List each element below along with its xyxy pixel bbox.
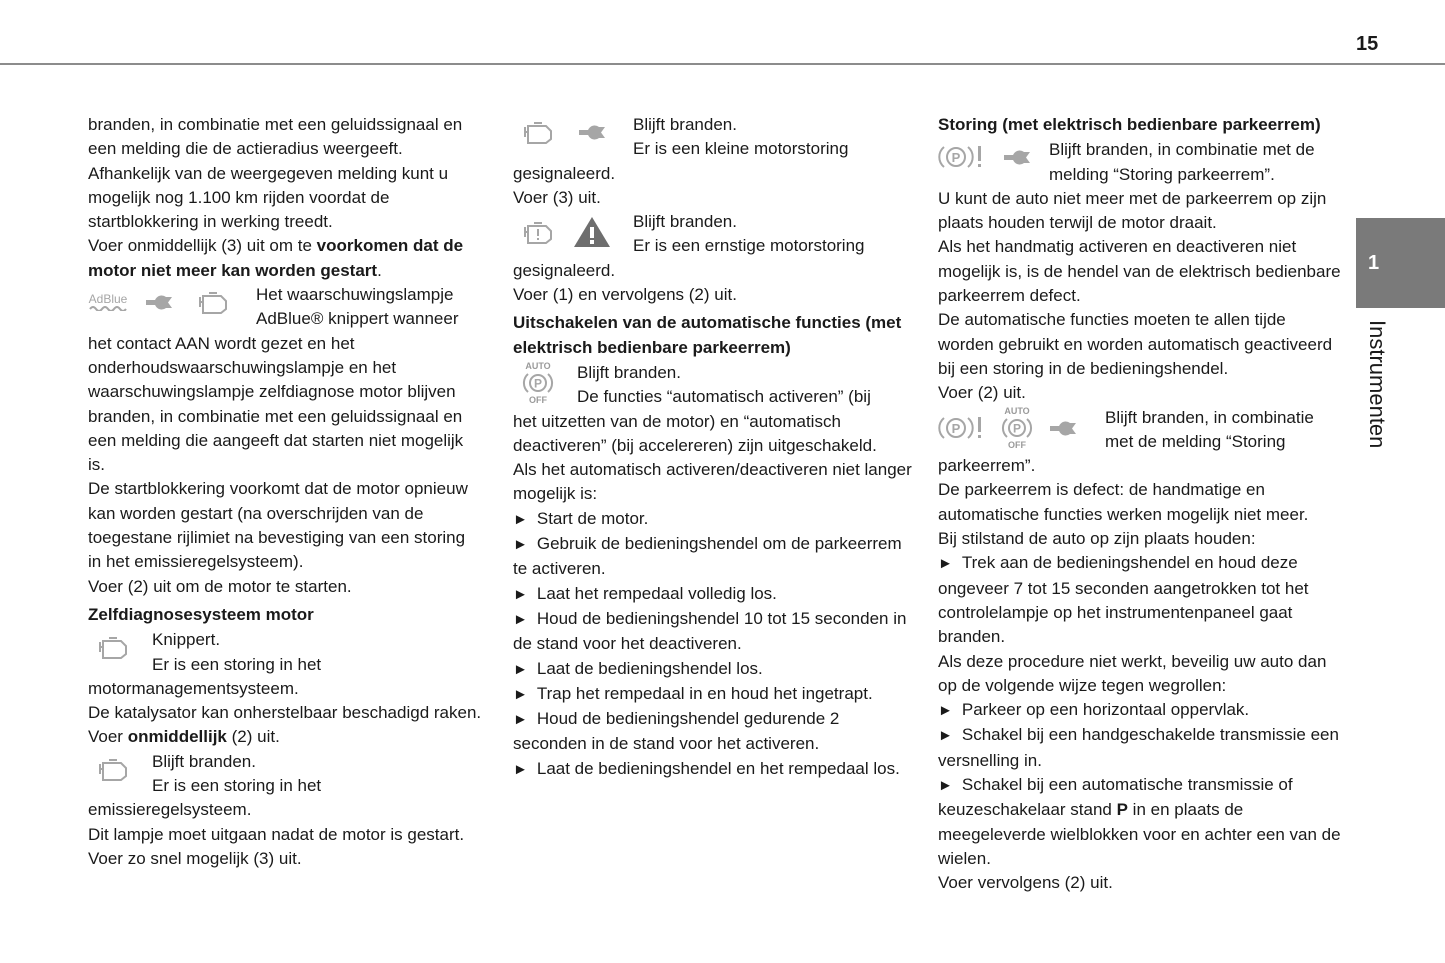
bullet-item: ► Laat de bedieningshendel en het rempedaal los. xyxy=(513,757,913,782)
header-rule xyxy=(0,63,1445,65)
wrench-icon xyxy=(1002,149,1038,165)
paragraph: parkeerrem”. xyxy=(938,456,1036,476)
auto-parking-brake-off-icon: AUTO P OFF xyxy=(1004,405,1030,450)
engine-warning-row: Knippert. Er is een storing in het xyxy=(88,628,483,677)
bullet-item: ► Schakel bij een handgeschakelde transmissie een versnelling in. xyxy=(938,723,1343,773)
wrench-icon xyxy=(1048,420,1084,436)
paragraph: branden, in combinatie met een geluidssignaal en een melding die de actieradius weergeeft. xyxy=(88,115,463,159)
section-heading: Uitschakelen van de automatische functies (met elektrisch bedienbare parkeerrem) xyxy=(513,313,902,357)
paragraph: U kunt de auto niet meer met de parkeerrem op zijn plaats houden terwijl de motor draait. xyxy=(938,188,1327,233)
paragraph: Voer zo snel mogelijk (3) uit. xyxy=(88,848,302,868)
svg-text:P: P xyxy=(951,150,961,166)
svg-text:P: P xyxy=(533,376,543,391)
svg-text:P: P xyxy=(1012,421,1022,436)
paragraph: De parkeerrem is defect: de handmatige en automatische functies werken mogelijk niet meer. xyxy=(938,480,1309,524)
paragraph: het contact AAN wordt gezet en het onderhoudswaarschuwingslampje en het waarschuwingslampje zelfdiagnose motor blijven branden, in combinatie met een geluidssignaal en een melding die aangeeft dat starten niet mogelijk is. xyxy=(88,333,464,475)
parking-brake-fault-icon xyxy=(938,144,986,170)
paragraph: Als deze procedure niet werkt, beveilig uw auto dan op de volgende wijze tegen wegrollen: xyxy=(938,651,1327,695)
paragraph: gesignaleerd. xyxy=(513,260,616,280)
paragraph: emissieregelsysteem. xyxy=(88,800,252,820)
auto-park-off-row: AUTO P OFF Blijft branden. De functies “automatisch activeren” (bij xyxy=(513,361,913,410)
paragraph: Voer (2) uit om de motor te starten. xyxy=(88,576,352,596)
adblue-warning-row: AdBlue Het waarschuwingslampje AdBlue® knippert wanneer xyxy=(88,285,459,329)
chapter-title: Instrumenten xyxy=(1365,320,1390,449)
bullet-item: ► Trap het rempedaal in en houd het ingetrapt. xyxy=(513,682,913,707)
section-heading: Zelfdiagnosesysteem motor xyxy=(88,604,314,624)
engine-warning-row: Blijft branden. Er is een storing in het xyxy=(88,750,483,799)
warning-triangle-icon xyxy=(573,216,611,248)
paragraph: Als het handmatig activeren en deactiveren niet mogelijk is, is de hendel van de elektrisch bedienbare parkeerrem defect. xyxy=(938,237,1341,306)
paragraph: Voer (3) uit. xyxy=(513,187,601,207)
severe-engine-fault-row: Blijft branden. Er is een ernstige motorstoring xyxy=(513,210,913,259)
bullet-item: ► Start de motor. xyxy=(513,507,913,532)
engine-icon xyxy=(521,119,555,145)
bullet-item: ► Houd de bedieningshendel gedurende 2 seconden in de stand voor het activeren. xyxy=(513,707,913,757)
paragraph: gesignaleerd. xyxy=(513,163,616,183)
svg-text:P: P xyxy=(951,420,961,436)
chapter-tab[interactable] xyxy=(1356,218,1445,308)
paragraph: Voer (2) uit. xyxy=(938,383,1026,403)
bullet-item: ► Gebruik de bedieningshendel om de parkeerrem te activeren. xyxy=(513,532,913,582)
paragraph: De startblokkering voorkomt dat de motor opnieuw kan worden gestart (na overschrijden van de toegestane rijlimiet na bevestiging van een storing in het emissieregelsysteem). xyxy=(88,479,468,572)
paragraph: Voer (1) en vervolgens (2) uit. xyxy=(513,285,737,305)
paragraph: De automatische functies moeten te allen tijde worden gebruikt en worden automatisch geactiveerd bij een storing in de bedieningshendel. xyxy=(938,310,1333,378)
parking-brake-fault-row: P Blijft branden, in combinatie met de melding “Storing parkeerrem”. xyxy=(938,138,1343,187)
page-number: 15 xyxy=(1356,33,1379,55)
bullet-item: ► Houd de bedieningshendel 10 tot 15 seconden in de stand voor het deactiveren. xyxy=(513,607,913,657)
parking-brake-defect-row: P AUTO P OFF Blijft branden, in combinatie met de melding “Storing xyxy=(938,406,1343,455)
paragraph: motormanagementsysteem. xyxy=(88,678,299,698)
paragraph: het uitzetten van de motor) en “automatisch deactiveren” (bij accelereren) zijn uitgeschakeld. xyxy=(513,411,877,455)
paragraph: Voer onmiddellijk (3) uit om te voorkomen dat de motor niet meer kan worden gestart. xyxy=(88,236,464,280)
auto-parking-brake-off-icon: AUTO P OFF xyxy=(525,360,551,405)
column-3 xyxy=(938,113,1343,896)
parking-brake-fault-icon xyxy=(938,415,986,441)
column-2 xyxy=(513,113,913,782)
column-1 xyxy=(88,113,483,871)
wrench-icon xyxy=(577,124,613,140)
wrench-icon xyxy=(144,294,180,310)
paragraph: Dit lampje moet uitgaan nadat de motor is gestart. xyxy=(88,824,465,844)
paragraph: Voer onmiddellijk (2) uit. xyxy=(88,727,280,747)
minor-engine-fault-row: Blijft branden. Er is een kleine motorstoring xyxy=(513,113,913,162)
engine-icon xyxy=(96,756,130,782)
adblue-icon: AdBlue xyxy=(88,293,128,311)
engine-icon xyxy=(96,634,130,660)
paragraph: De katalysator kan onherstelbaar beschadigd raken. xyxy=(88,703,482,723)
bullet-item: ► Laat het rempedaal volledig los. xyxy=(513,582,913,607)
paragraph: Afhankelijk van de weergegeven melding kunt u mogelijk nog 1.100 km rijden voordat de startblokkering in werking treedt. xyxy=(88,163,449,232)
section-heading: Storing (met elektrisch bedienbare parkeerrem) xyxy=(938,115,1321,134)
bullet-item: ► Trek aan de bedieningshendel en houd deze ongeveer 7 tot 15 seconden aangetrokken tot het controlelampje op het instrumentenpaneel gaat branden. xyxy=(938,551,1343,649)
paragraph: Voer vervolgens (2) uit. xyxy=(938,873,1113,893)
chapter-number: 1 xyxy=(1368,252,1380,274)
bullet-item: ► Schakel bij een automatische transmissie of keuzeschakelaar stand P in en plaats de meegeleverde wielblokken voor en achter een van de wielen. xyxy=(938,773,1343,871)
paragraph: Als het automatisch activeren/deactiveren niet langer mogelijk is: xyxy=(513,460,912,504)
paragraph: Bij stilstand de auto op zijn plaats houden: xyxy=(938,529,1256,549)
bullet-item: ► Laat de bedieningshendel los. xyxy=(513,657,913,682)
bullet-item: ► Parkeer op een horizontaal oppervlak. xyxy=(938,698,1343,723)
engine-alert-icon xyxy=(521,219,555,245)
engine-icon xyxy=(196,289,230,315)
